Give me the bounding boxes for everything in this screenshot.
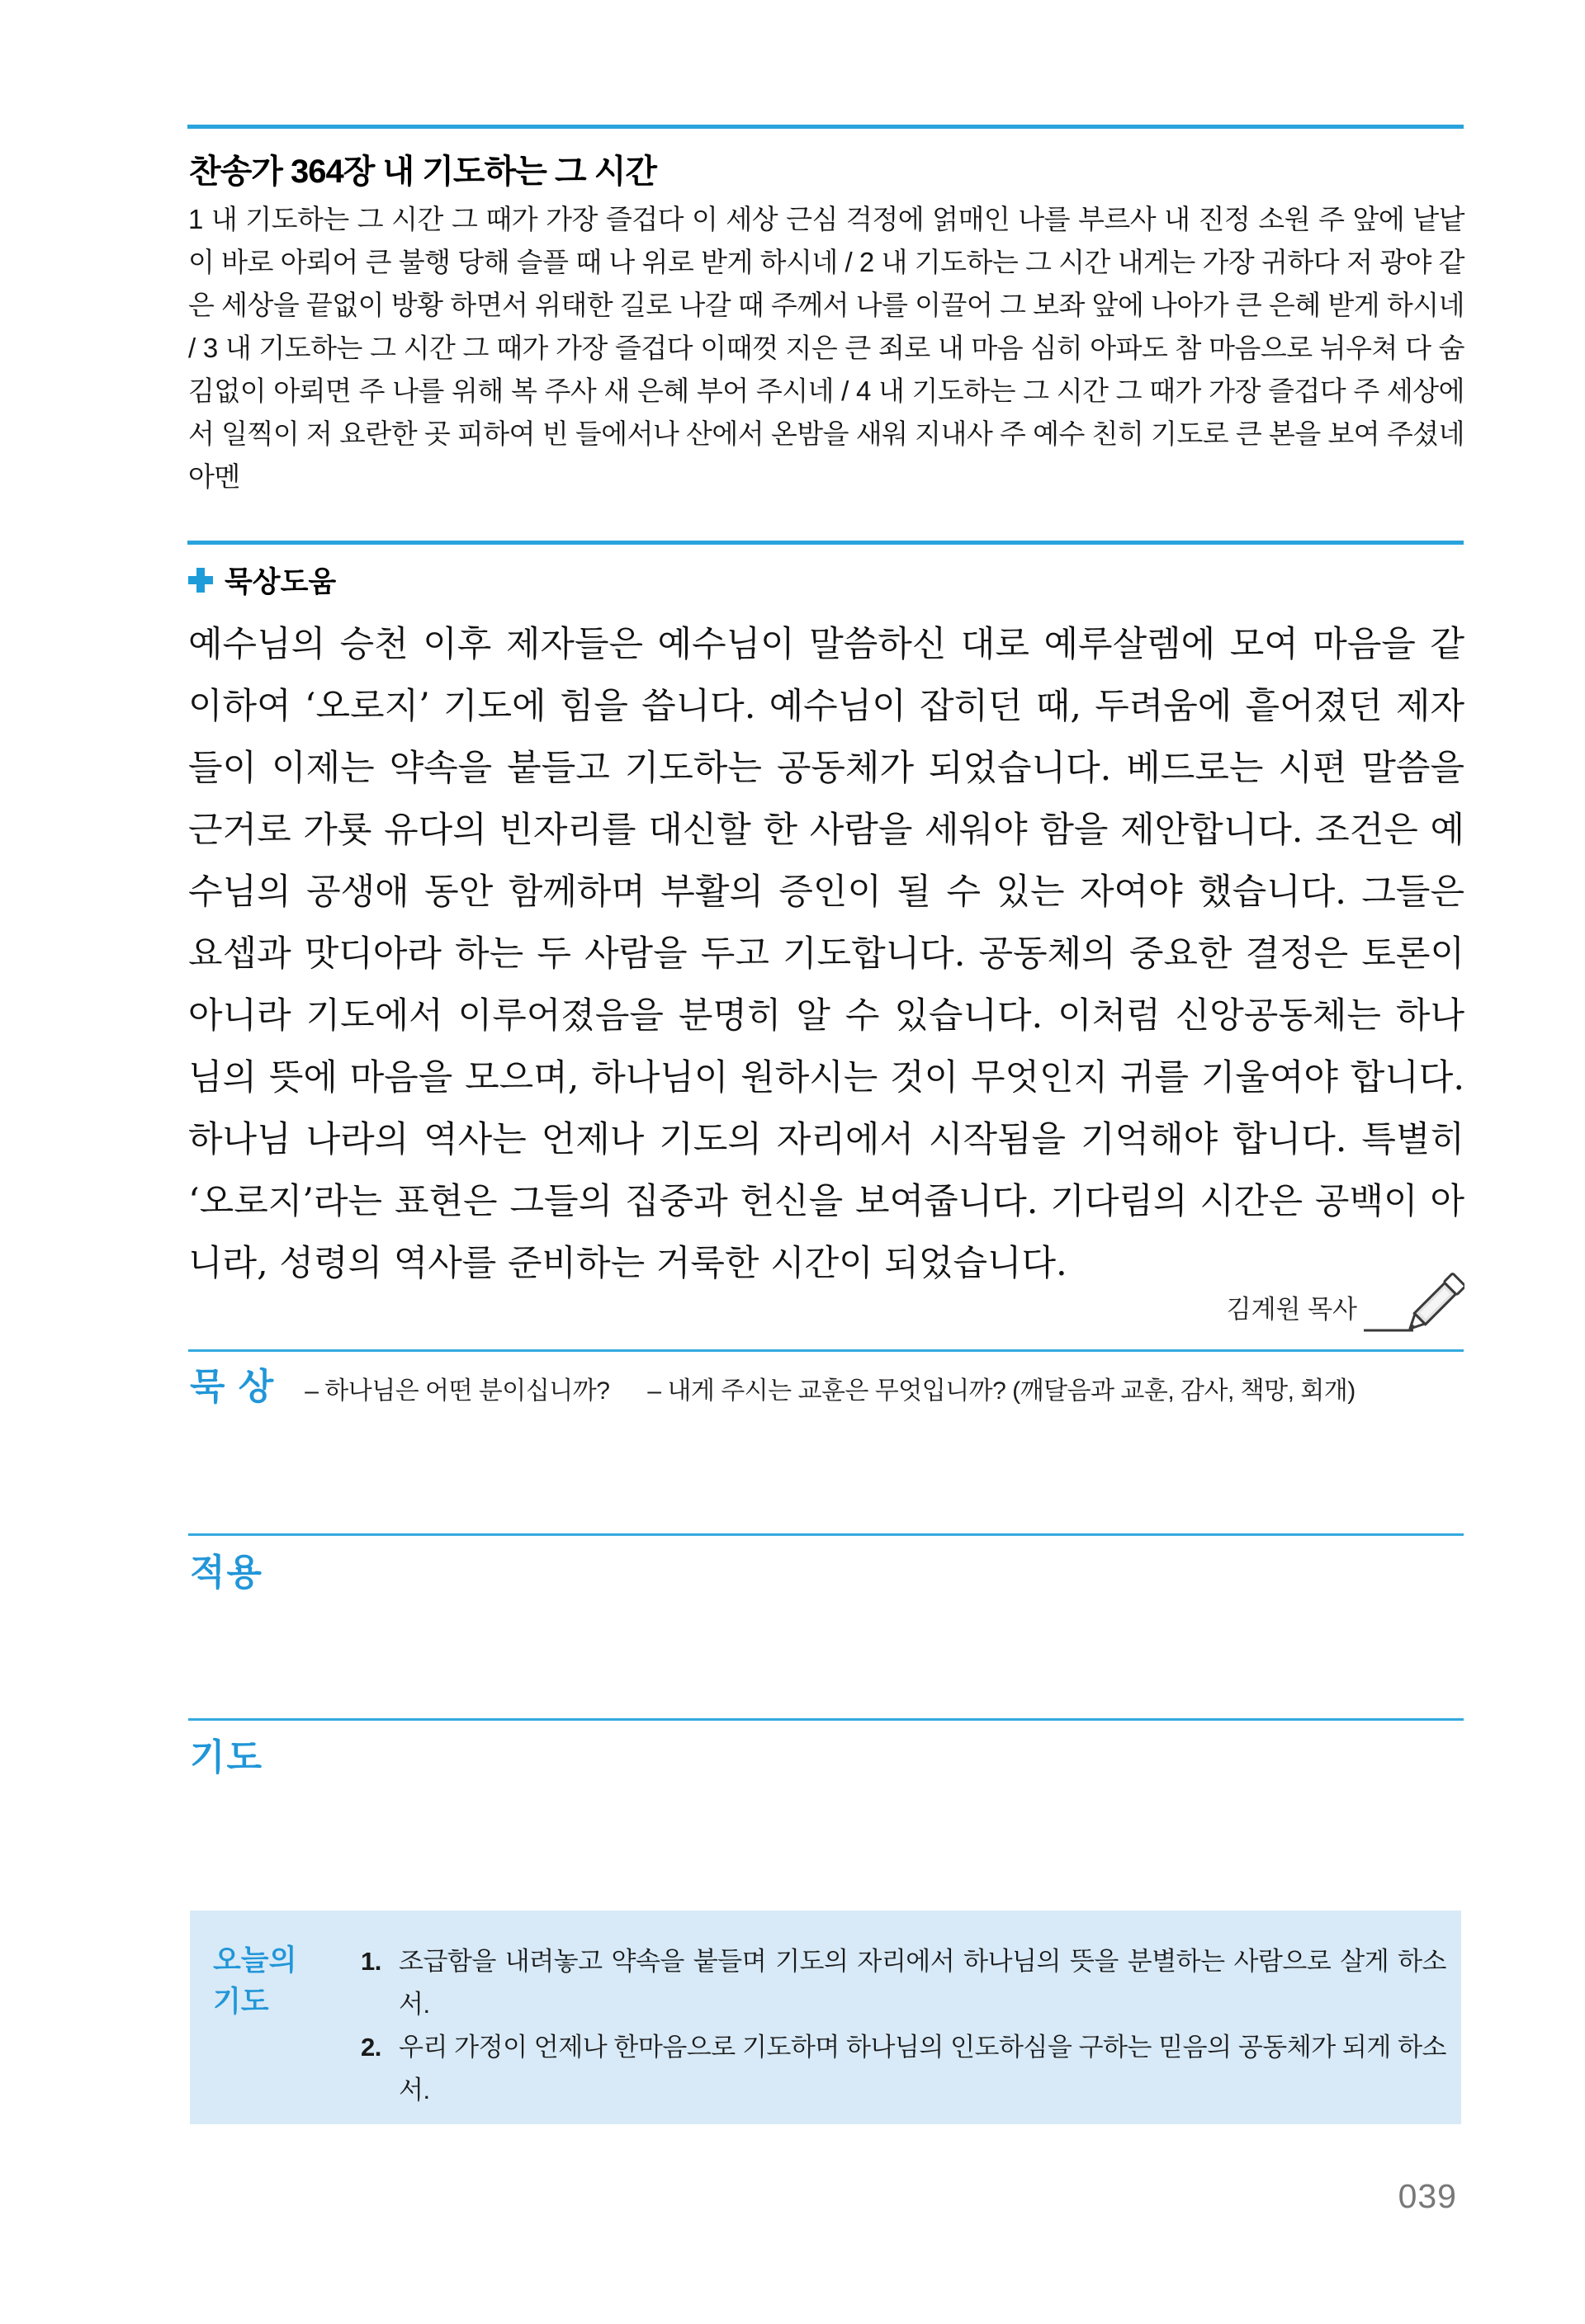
meditation-help-header: [188, 560, 336, 601]
muksang-divider: [188, 1349, 1464, 1352]
today-prayer-item: [361, 1940, 1446, 2026]
author-name: 김계원 목사: [1226, 1295, 1357, 1324]
meditation-help-label: 묵상도움: [225, 566, 337, 598]
hymn-title: 찬송가 364장 내 기도하는 그 시간: [189, 154, 656, 190]
meditation-body-text: 예수님의 승천 이후 제자들은 예수님이 말씀하신 대로 예루살렘에 모여 마음을 같이하여 ‘오로지’ 기도에 힘을 씁니다. 예수님이 잡히던 때, 두려움에 흩어졌던 제자들이 이제는 약속을 붙들고 기도하는 공동체가 되었습니다. 베드로는 시편 말씀을 근거로 가룟 유다의 빈자리를 대신할 한 사람을 세워야 함을 제안합니다. 조건은 예수님의 공생애 동안 함께하며 부활의 증인이 될 수 있는 자여야 했습니다. 그들은 요셉과 맛디아라 하는 두 사람을 두고 기도합니다. 공동체의 중요한 결정은 토론이 아니라 기도에서 이루어졌음을 분명히 알 수 있습니다. 이처럼 신앙공동체는 하나님의 뜻에 마음을 모으며, 하나님이 원하시는 것이 무엇인지 귀를 기울여야 합니다. 하나님 나라의 역사는 언제나 기도의 자리에서 시작됨을 기억해야 합니다. 특별히 ‘오로지’라는 표현은 그들의 집중과 헌신을 보여줍니다. 기다림의 시간은 공백이 아니라, 성령의 역사를 준비하는 거룩한 시간이 되었습니다.: [188, 624, 1464, 1284]
meditation-help-divider: [187, 541, 1464, 545]
top-divider: [187, 125, 1464, 129]
muksang-section: [190, 1357, 1356, 1410]
pray-divider: [188, 1718, 1464, 1721]
today-prayer-label-line1: 오늘의: [213, 1944, 297, 1977]
today-prayer-label: [213, 1940, 296, 2023]
cross-icon: [188, 568, 213, 593]
author-attribution: [1227, 1248, 1464, 1337]
pencil-icon: [1359, 1248, 1464, 1337]
muksang-label: 묵 상: [190, 1367, 276, 1407]
apply-divider: [188, 1533, 1464, 1536]
today-prayer-items: [361, 1940, 1446, 2112]
item-number: 1.: [361, 1947, 381, 1976]
today-prayer-item: [361, 2026, 1446, 2112]
today-prayer-label-line2: 기도: [213, 1986, 269, 2018]
page-number: 039: [1398, 2177, 1457, 2215]
hymn-lyrics: 1 내 기도하는 그 시간 그 때가 가장 즐겁다 이 세상 근심 걱정에 얽매인 나를 부르사 내 진정 소원 주 앞에 낱낱이 바로 아뢰어 큰 불행 당해 슬플 때 나 위로 받게 하시네 / 2 내 기도하는 그 시간 내게는 가장 귀하다 저 광야 같은 세상을 끝없이 방황 하면서 위태한 길로 나갈 때 주께서 나를 이끌어 그 보좌 앞에 나아가 큰 은혜 받게 하시네 / 3 내 기도하는 그 시간 그 때가 가장 즐겁다 이때껏 지은 큰 죄로 내 마음 심히 아파도 참 마음으로 뉘우쳐 다 숨김없이 아뢰면 주 나를 위해 복 주사 새 은혜 부어 주시네 / 4 내 기도하는 그 시간 그 때가 가장 즐겁다 주 세상에서 일찍이 저 요란한 곳 피하여 빈 들에서나 산에서 온밤을 새워 지내사 주 예수 친히 기도로 큰 본을 보여 주셨네 아멘: [188, 204, 1464, 492]
today-prayer-box: [190, 1911, 1461, 2124]
muksang-question-2: – 내게 주시는 교훈은 무엇입니까? (깨달음과 교훈, 감사, 책망, 회개): [647, 1377, 1356, 1405]
item-text: 우리 가정이 언제나 한마음으로 기도하며 하나님의 인도하심을 구하는 믿음의 공동체가 되게 하소서.: [399, 2033, 1446, 2104]
apply-label: 적용: [190, 1552, 264, 1593]
item-number: 2.: [361, 2033, 381, 2062]
muksang-question-1: – 하나님은 어떤 분이십니까?: [305, 1377, 610, 1405]
item-text: 조급함을 내려놓고 약속을 붙들며 기도의 자리에서 하나님의 뜻을 분별하는 사람으로 살게 하소서.: [399, 1947, 1446, 2019]
pray-label: 기도: [190, 1737, 264, 1778]
